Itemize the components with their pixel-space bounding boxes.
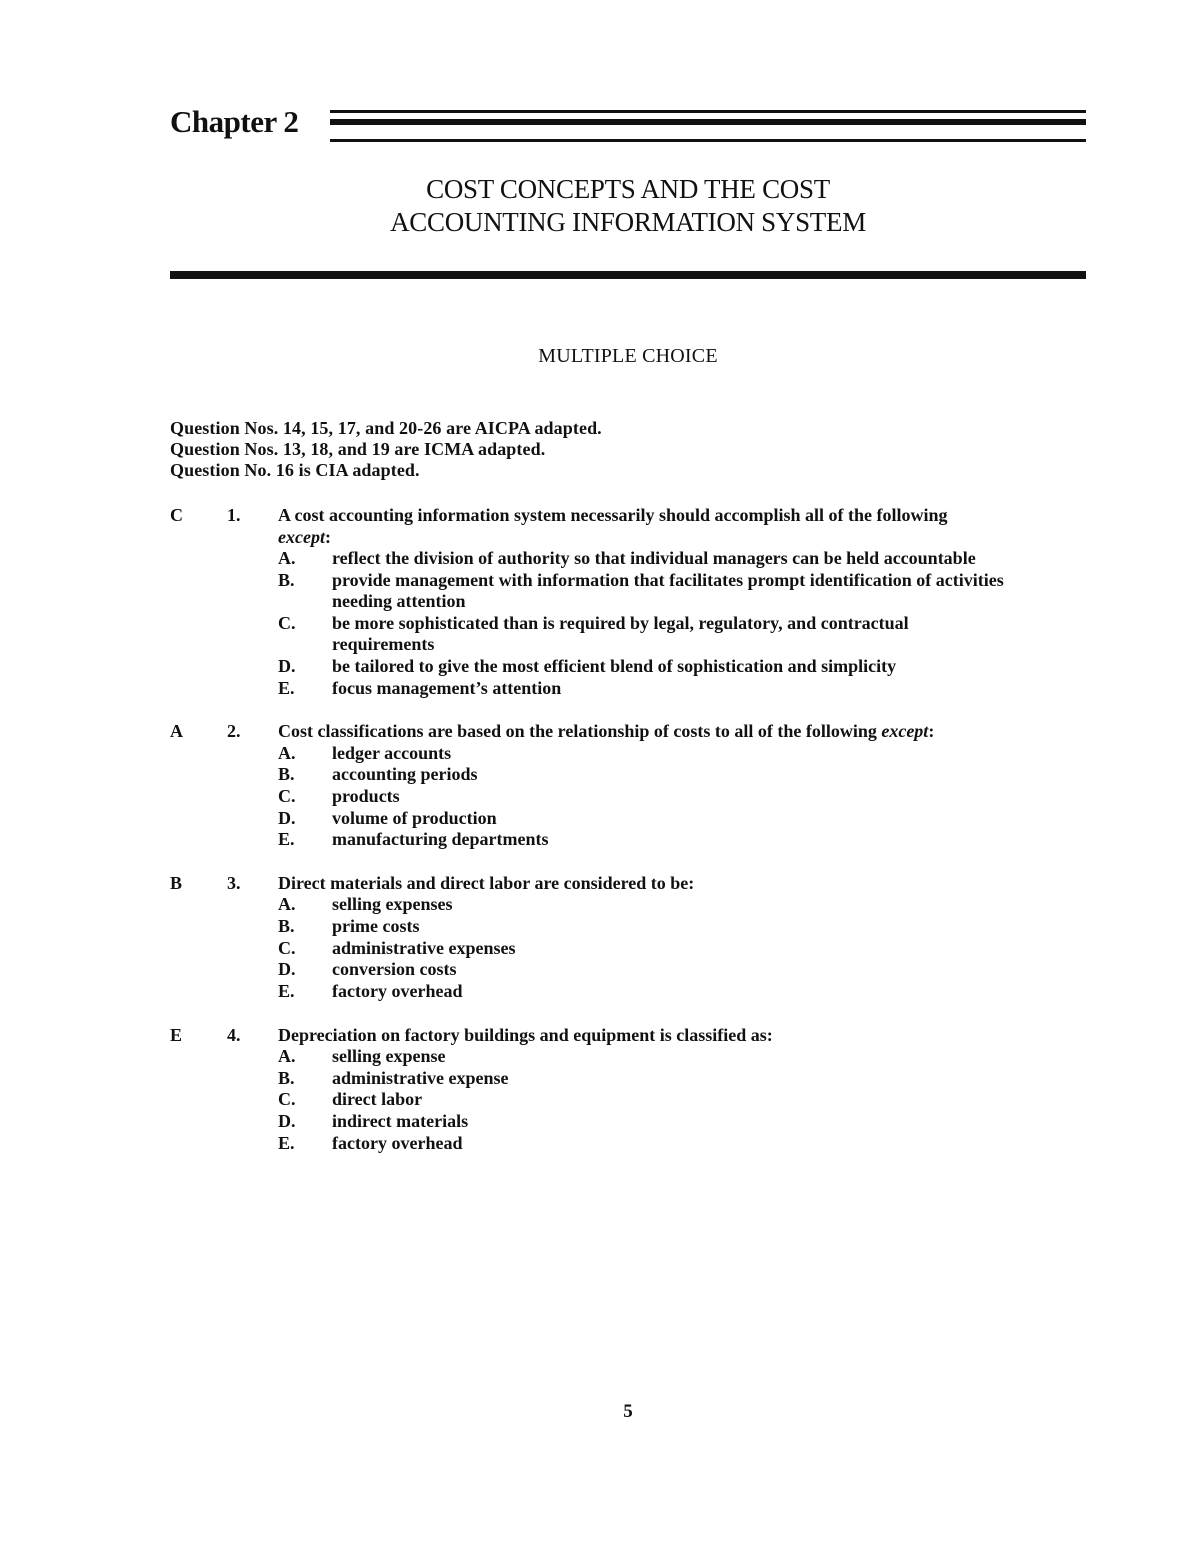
option-text: factory overhead — [332, 1133, 463, 1153]
source-note-aicpa: Question Nos. 14, 15, 17, and 20-26 are AICPA adapted. — [170, 418, 602, 438]
option-letter: A. — [278, 1046, 296, 1066]
option-text: accounting periods — [332, 764, 478, 784]
option-letter: E. — [278, 678, 295, 698]
section-heading: MULTIPLE CHOICE — [538, 345, 718, 367]
option-letter: A. — [278, 894, 296, 914]
option-text: administrative expenses — [332, 938, 516, 958]
option-text: indirect materials — [332, 1111, 469, 1131]
emphasis-text: except — [881, 721, 929, 741]
option-text: conversion costs — [332, 959, 457, 979]
option-letter: E. — [278, 829, 295, 849]
option-letter: C. — [278, 938, 296, 958]
question-number: 4. — [227, 1025, 241, 1045]
question-text-main: Cost classifications are based on the relationship of costs to all of the following — [278, 721, 877, 741]
question-text: Direct materials and direct labor are considered to be: — [278, 873, 695, 893]
option-text: factory overhead — [332, 981, 463, 1001]
source-note-icma: Question Nos. 13, 18, and 19 are ICMA adapted. — [170, 439, 546, 459]
option-text: products — [332, 786, 400, 806]
option-letter: B. — [278, 764, 295, 784]
option-letter: E. — [278, 981, 295, 1001]
option-letter: D. — [278, 1111, 296, 1131]
source-note-cia: Question No. 16 is CIA adapted. — [170, 460, 420, 480]
answer-key: E — [170, 1025, 183, 1045]
option-letter: B. — [278, 1068, 295, 1088]
option-text: selling expenses — [332, 894, 453, 914]
emphasis-text: except — [278, 527, 325, 547]
page-title-line-1: COST CONCEPTS AND THE COST — [426, 174, 830, 204]
option-letter: A. — [278, 548, 296, 568]
header-rule-top — [330, 110, 1086, 113]
option-letter: D. — [278, 959, 296, 979]
option-letter: A. — [278, 743, 296, 763]
answer-key: B — [170, 873, 183, 893]
option-text-continued: requirements — [332, 634, 435, 654]
question-text-suffix: : — [324, 527, 331, 547]
question-text: A cost accounting information system necessarily should accomplish all of the following — [278, 505, 948, 525]
option-text: administrative expense — [332, 1068, 509, 1088]
option-text: focus management’s attention — [332, 678, 562, 698]
option-text: volume of production — [332, 808, 497, 828]
option-text: provide management with information that facilitates prompt identification of activities — [332, 570, 1004, 590]
question-text-suffix: : — [928, 721, 935, 741]
question-text — [278, 720, 934, 742]
answer-key: C — [170, 505, 183, 525]
title-divider — [170, 271, 1086, 279]
option-text: be tailored to give the most efficient blend of sophistication and simplicity — [332, 656, 897, 676]
page-number: 5 — [623, 1401, 633, 1422]
question-number: 2. — [227, 721, 241, 741]
option-letter: B. — [278, 916, 295, 936]
option-letter: C. — [278, 1089, 296, 1109]
option-text: be more sophisticated than is required by legal, regulatory, and contractual — [332, 613, 909, 633]
option-text-continued: needing attention — [332, 591, 466, 611]
option-letter: D. — [278, 656, 296, 676]
option-text: selling expense — [332, 1046, 446, 1066]
chapter-label: Chapter 2 — [170, 104, 299, 139]
header-rule-bottom — [330, 139, 1086, 142]
option-letter: C. — [278, 613, 296, 633]
option-letter: C. — [278, 786, 296, 806]
header-rule-middle — [330, 119, 1086, 125]
option-letter: D. — [278, 808, 296, 828]
option-text: reflect the division of authority so that individual managers can be held accountable — [332, 548, 976, 568]
question-number: 1. — [227, 505, 241, 525]
page-title-line-2: ACCOUNTING INFORMATION SYSTEM — [390, 207, 866, 237]
question-number: 3. — [227, 873, 241, 893]
option-text: direct labor — [332, 1089, 423, 1109]
question-text: Depreciation on factory buildings and equipment is classified as: — [278, 1025, 773, 1045]
option-letter: B. — [278, 570, 295, 590]
option-text: ledger accounts — [332, 743, 452, 763]
option-letter: E. — [278, 1133, 295, 1153]
option-text: prime costs — [332, 916, 420, 936]
answer-key: A — [170, 721, 183, 741]
question-text-continued — [278, 526, 331, 548]
option-text: manufacturing departments — [332, 829, 549, 849]
